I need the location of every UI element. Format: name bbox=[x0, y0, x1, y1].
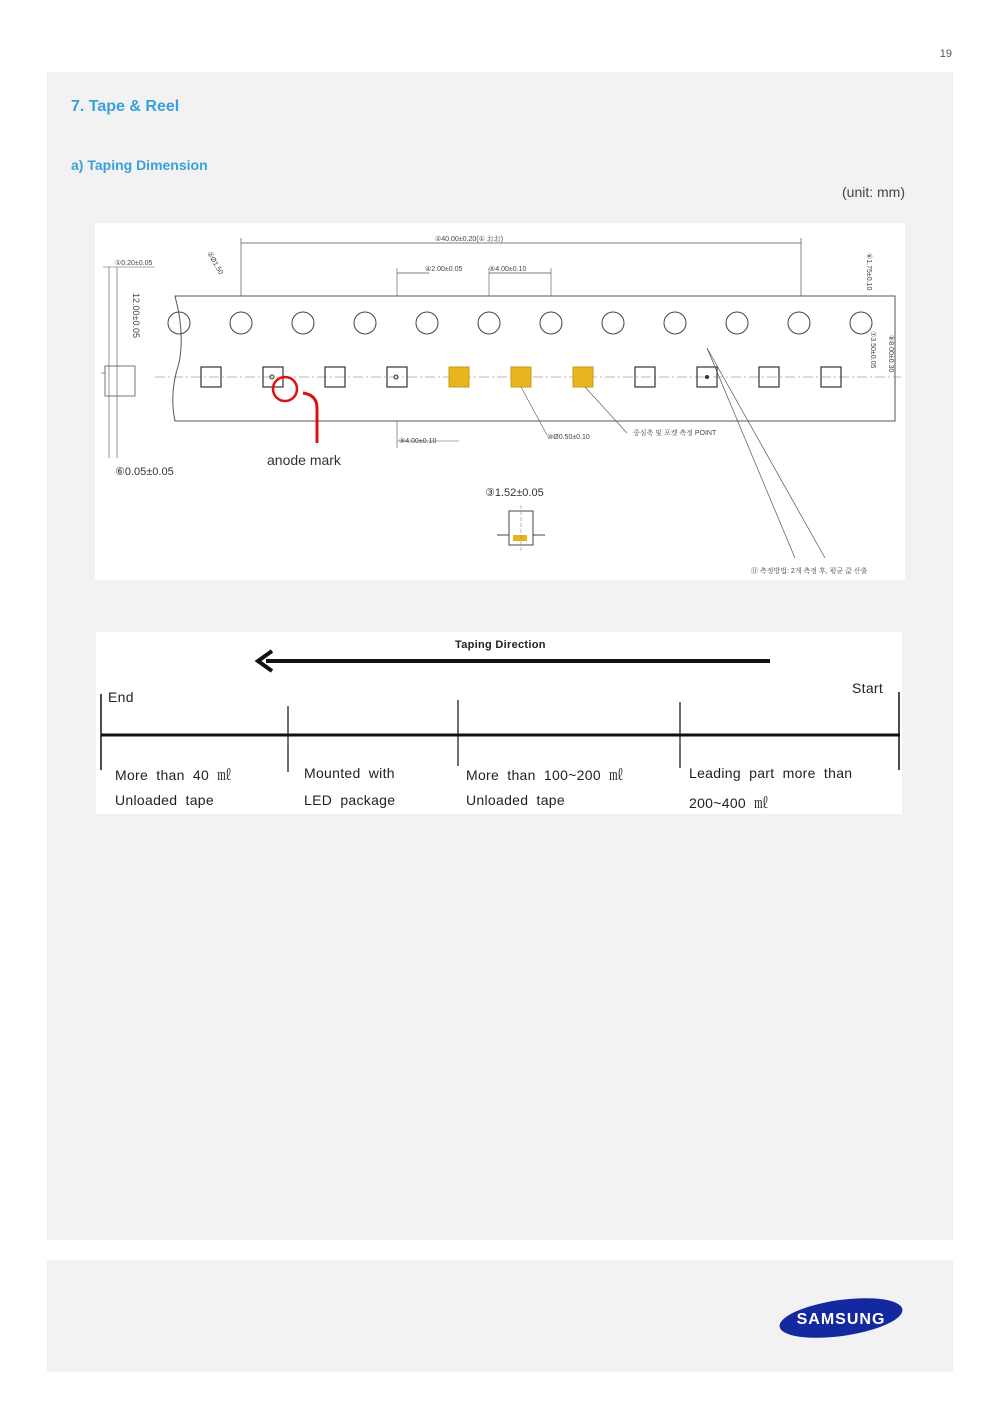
segment-4-line2: 200~400 ㎖ bbox=[689, 795, 769, 811]
segment-1-line2: Unloaded tape bbox=[115, 792, 214, 808]
page-number: 19 bbox=[939, 48, 952, 60]
subsection-title: a) Taping Dimension bbox=[71, 157, 208, 173]
page-footer bbox=[47, 1260, 953, 1372]
segment-1-line1: More than 40 ㎖ bbox=[115, 767, 232, 783]
anode-mark-label: anode mark bbox=[267, 452, 341, 468]
start-label: Start bbox=[852, 680, 884, 696]
samsung-logo bbox=[777, 1296, 905, 1340]
dim-right-mid: ⑦3.50±0.05 bbox=[869, 331, 876, 369]
dim-hole-dia: ②Ø1.50 bbox=[205, 250, 225, 276]
dim-left-width: 12.00±0.05 bbox=[131, 293, 141, 338]
dim-pocket-pitch: ⑨4.00±0.10 bbox=[399, 438, 437, 445]
led-package bbox=[573, 367, 593, 387]
cavity-depth: ③1.52±0.05 bbox=[485, 487, 544, 499]
segment-3-line2: Unloaded tape bbox=[466, 792, 565, 808]
taping-direction-svg bbox=[96, 632, 902, 814]
dim-note-bottom: ⑪ 측정방법: 2개 측정 후, 평균 값 산출 bbox=[751, 568, 868, 575]
segment-3-line1: More than 100~200 ㎖ bbox=[466, 767, 624, 783]
segment-2-line2: LED package bbox=[304, 792, 396, 808]
taping-direction-title: Taping Direction bbox=[455, 639, 546, 651]
dim-total-pitch: ②40.00±0.20(① おお) bbox=[435, 236, 504, 243]
tape-drawing-svg bbox=[95, 223, 905, 580]
dim-hole-small: ⑩Ø0.50±0.10 bbox=[547, 434, 590, 441]
brand-name: SAMSUNG bbox=[796, 1311, 886, 1328]
dim-pitch-2: ④2.00±0.05 bbox=[425, 266, 463, 273]
page-content bbox=[47, 72, 953, 1240]
dim-right-low: ⑧8.00±0.30 bbox=[887, 335, 894, 373]
section-title: 7. Tape & Reel bbox=[71, 98, 180, 115]
segment-4-line1: Leading part more than bbox=[689, 765, 853, 781]
led-package bbox=[511, 367, 531, 387]
dim-right-top: ⑥1.75±0.10 bbox=[865, 253, 872, 291]
unit-note: (unit: mm) bbox=[842, 184, 905, 200]
end-label: End bbox=[108, 689, 134, 705]
tape-thickness: ⑥0.05±0.05 bbox=[115, 466, 174, 478]
dim-thickness-top: ①0.20±0.05 bbox=[115, 260, 153, 267]
taping-direction-diagram bbox=[96, 632, 902, 814]
cross-section-led bbox=[513, 535, 527, 541]
dim-korean-point: 중심축 및 포켓 측정 POINT bbox=[633, 430, 717, 437]
led-package bbox=[449, 367, 469, 387]
segment-2-line1: Mounted with bbox=[304, 765, 395, 781]
dim-pitch-4: ⑤4.00±0.10 bbox=[489, 266, 527, 273]
tape-dimension-drawing bbox=[95, 223, 905, 580]
